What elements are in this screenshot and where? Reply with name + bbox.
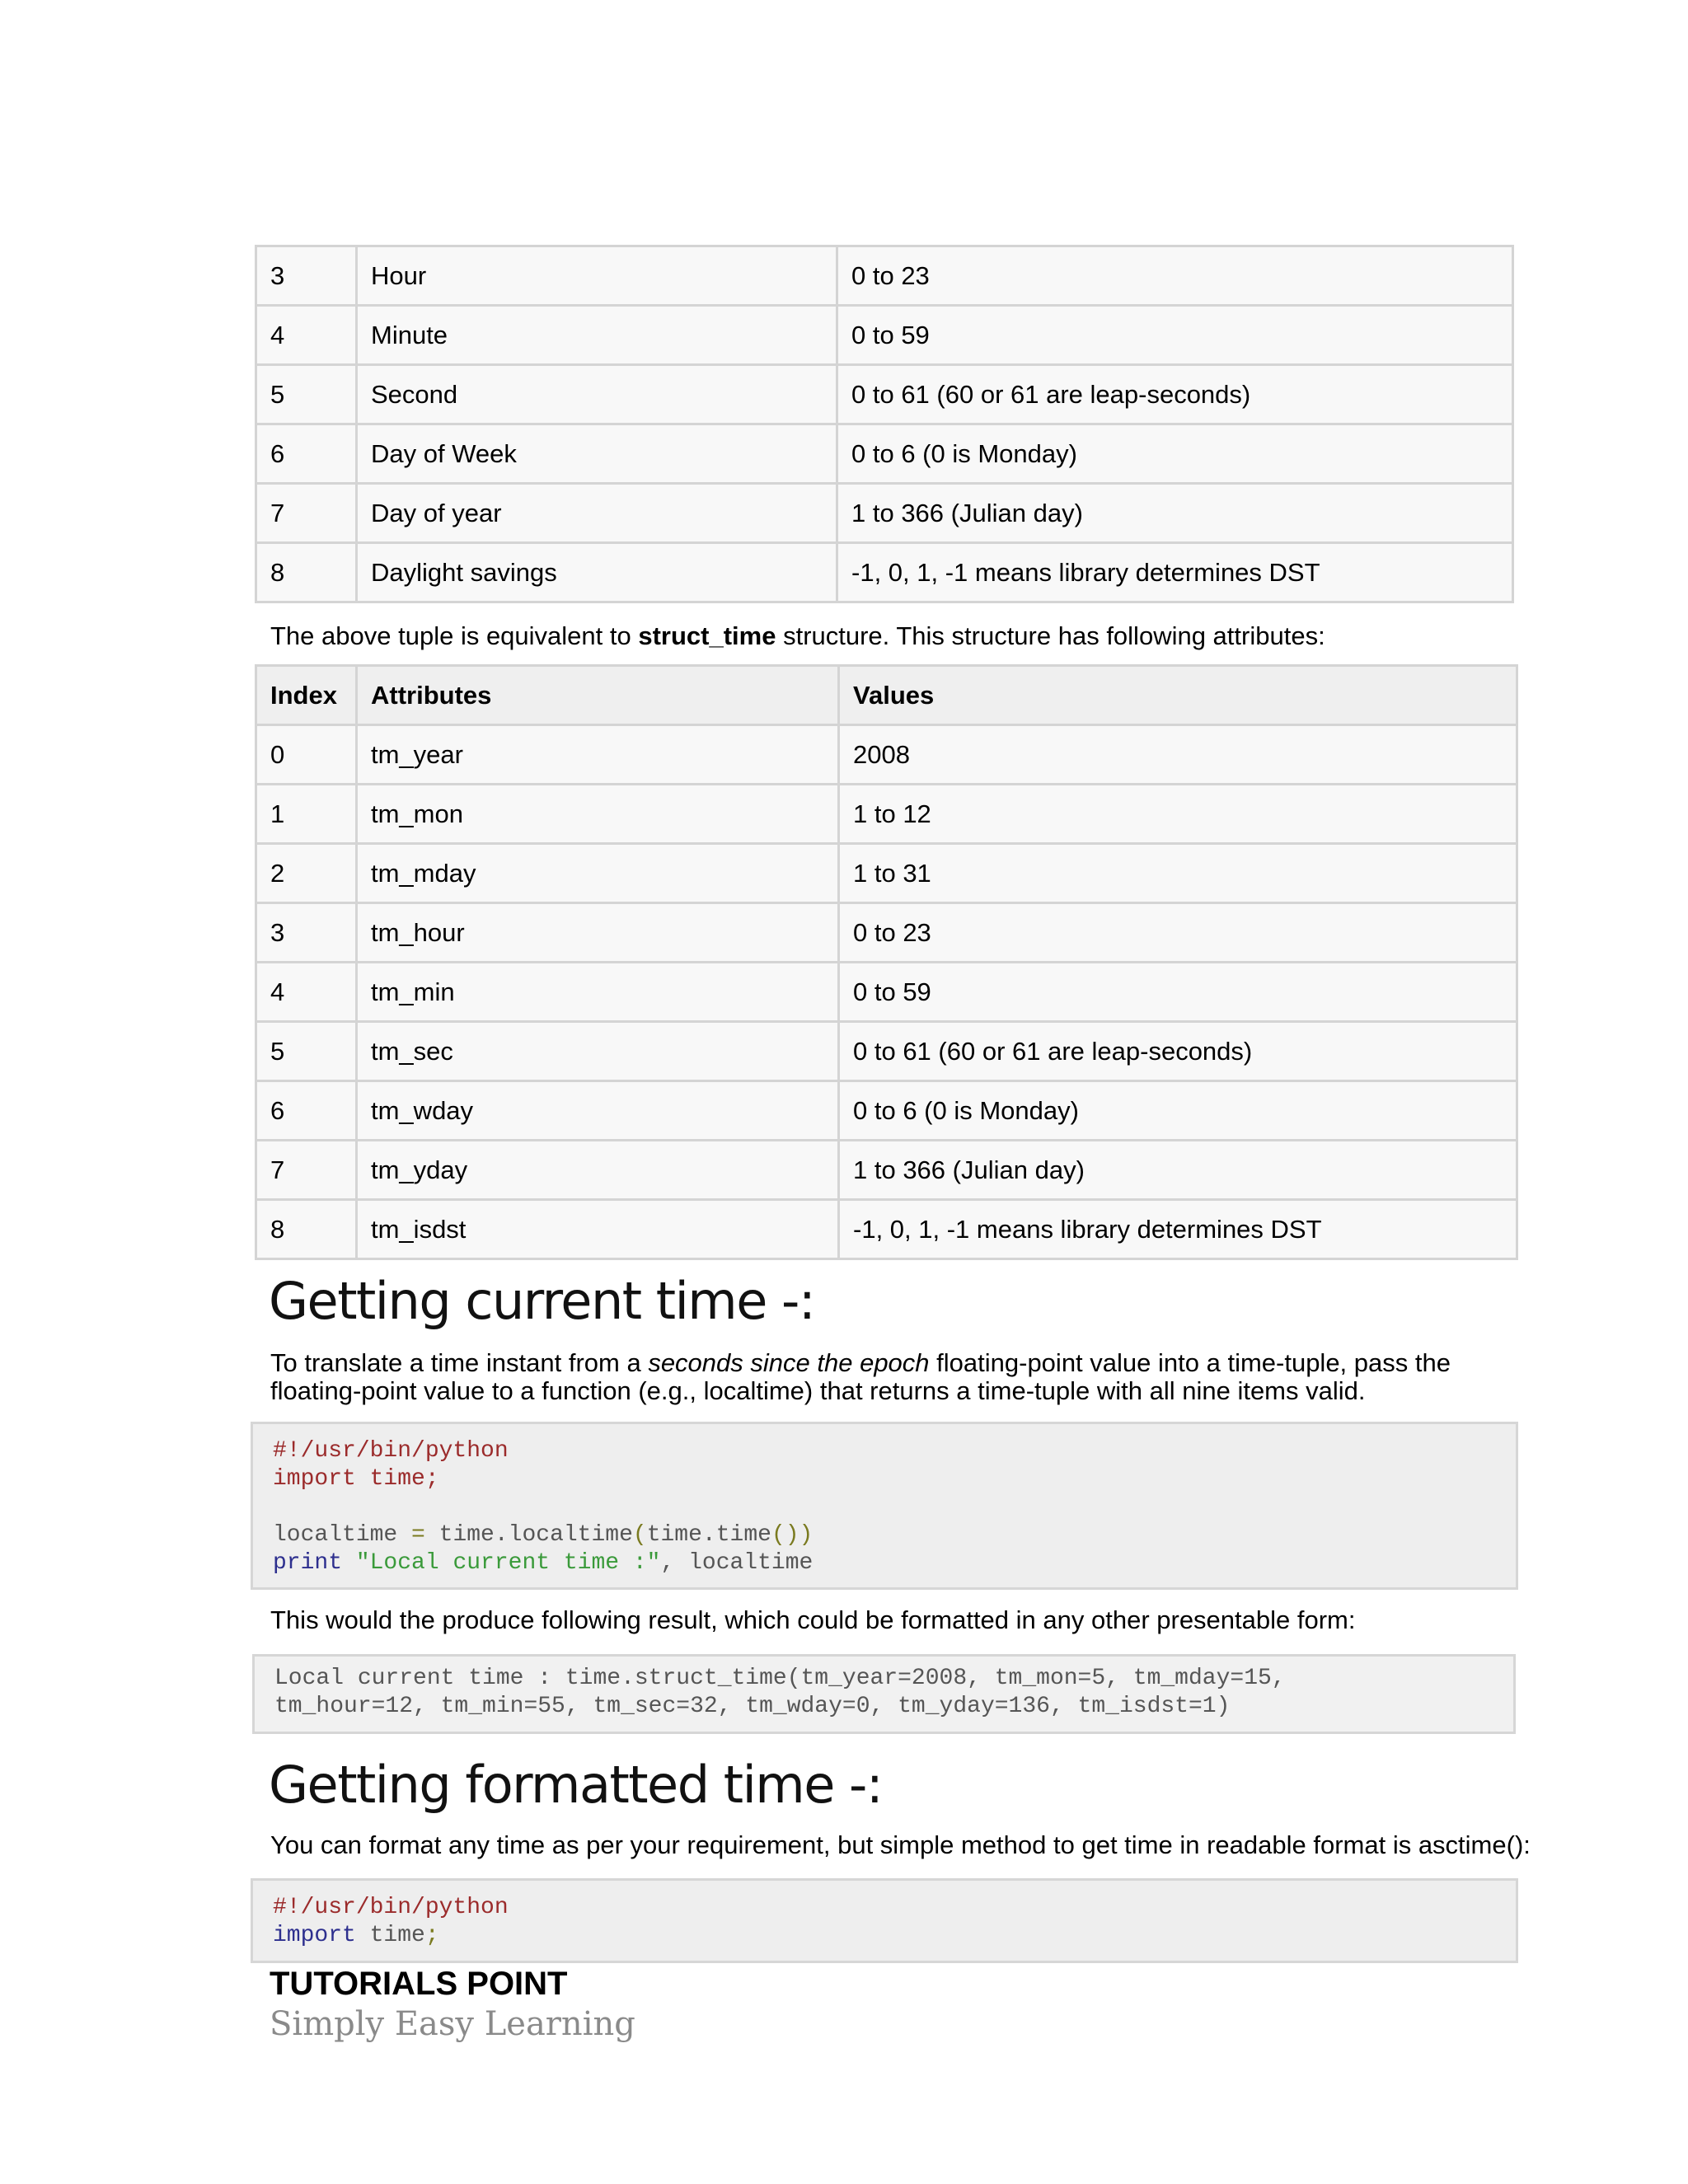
value-cell: 0 to 61 (60 or 61 are leap-seconds)	[837, 365, 1513, 424]
value-cell: 1 to 366 (Julian day)	[837, 484, 1513, 543]
index-cell: 6	[256, 1081, 357, 1141]
code-line-print	[273, 1549, 1516, 1577]
name-cell: tm_mon	[357, 785, 839, 844]
time-tuple-table	[255, 245, 1514, 603]
value-cell: 0 to 6 (0 is Monday)	[837, 424, 1513, 484]
struct-time-table	[255, 664, 1518, 1260]
current-time-paragraph	[270, 1349, 1523, 1405]
code-token-paren-close: ())	[771, 1522, 814, 1548]
output-block	[252, 1654, 1516, 1734]
value-cell: 2008	[839, 725, 1517, 785]
value-cell: 1 to 31	[839, 844, 1517, 903]
value-cell: 0 to 23	[837, 246, 1513, 306]
table-row	[256, 1022, 1517, 1081]
para-text-before: To translate a time instant from a	[270, 1348, 649, 1377]
index-cell: 4	[256, 963, 357, 1022]
value-cell: 0 to 59	[839, 963, 1517, 1022]
table-row	[256, 424, 1513, 484]
table-row	[256, 365, 1513, 424]
index-cell: 8	[256, 1200, 357, 1259]
code-token-localtime-call: time.localtime	[424, 1522, 633, 1548]
index-cell: 0	[256, 725, 357, 785]
table-header-row	[256, 666, 1517, 725]
code-token-assign-lhs: localtime	[273, 1522, 412, 1548]
code-block-localtime	[251, 1422, 1518, 1590]
intro-text-before: The above tuple is equivalent to	[270, 621, 639, 650]
code-line-import	[273, 1465, 1516, 1493]
code-block-asctime	[251, 1878, 1518, 1963]
heading-getting-current-time: Getting current time -:	[269, 1271, 815, 1331]
index-cell: 8	[256, 543, 357, 602]
name-cell: Day of year	[357, 484, 837, 543]
code-token-print-rest: , localtime	[660, 1550, 814, 1576]
name-cell: Hour	[357, 246, 837, 306]
code-line-shebang	[273, 1894, 1516, 1922]
code-token-time-call: time.time	[646, 1522, 771, 1548]
table-row	[256, 785, 1517, 844]
index-cell: 1	[256, 785, 357, 844]
struct-time-intro	[270, 622, 1325, 650]
code-token-import-kw: import	[273, 1923, 356, 1948]
name-cell: tm_isdst	[357, 1200, 839, 1259]
heading-getting-formatted-time: Getting formatted time -:	[269, 1755, 883, 1815]
value-cell: 1 to 12	[839, 785, 1517, 844]
struct-time-table-head	[256, 666, 1517, 725]
code-token-assign-eq: =	[411, 1522, 425, 1548]
value-cell: 0 to 23	[839, 903, 1517, 963]
value-cell: 0 to 6 (0 is Monday)	[839, 1081, 1517, 1141]
time-tuple-table-body	[256, 246, 1513, 602]
code-line-blank	[273, 1493, 1516, 1521]
name-cell: Daylight savings	[357, 543, 837, 602]
table-row	[256, 963, 1517, 1022]
index-cell: 5	[256, 365, 357, 424]
code-token-import-mod: time	[355, 1923, 425, 1948]
code-token-semicolon: ;	[424, 1923, 439, 1948]
code-token-import-mod: time;	[355, 1466, 439, 1492]
index-cell: 3	[256, 903, 357, 963]
index-cell: 2	[256, 844, 357, 903]
code-token-shebang: #!/usr/bin/python	[273, 1895, 509, 1920]
struct-time-table-body	[256, 725, 1517, 1259]
table-row	[256, 484, 1513, 543]
name-cell: tm_min	[357, 963, 839, 1022]
code-token-shebang: #!/usr/bin/python	[273, 1438, 509, 1464]
header-values: Values	[839, 666, 1517, 725]
index-cell: 4	[256, 306, 357, 365]
value-cell: -1, 0, 1, -1 means library determines DST	[839, 1200, 1517, 1259]
name-cell: tm_year	[357, 725, 839, 785]
table-row	[256, 306, 1513, 365]
name-cell: tm_sec	[357, 1022, 839, 1081]
table-row	[256, 1081, 1517, 1141]
name-cell: tm_mday	[357, 844, 839, 903]
output-line-1: Local current time : time.struct_time(tm_year=2008, tm_mon=5, tm_mday=15,	[274, 1666, 1286, 1691]
table-row	[256, 1141, 1517, 1200]
result-intro-text: This would the produce following result, which could be formatted in any other presentable form:	[270, 1605, 1356, 1634]
intro-text-bold: struct_time	[638, 621, 776, 650]
index-cell: 7	[256, 1141, 357, 1200]
name-cell: Day of Week	[357, 424, 837, 484]
name-cell: Minute	[357, 306, 837, 365]
name-cell: tm_hour	[357, 903, 839, 963]
code-token-print-kw: print	[273, 1550, 343, 1576]
para-text-italic: seconds since the epoch	[648, 1348, 930, 1377]
table-row	[256, 246, 1513, 306]
index-cell: 3	[256, 246, 357, 306]
index-cell: 5	[256, 1022, 357, 1081]
value-cell: 1 to 366 (Julian day)	[839, 1141, 1517, 1200]
index-cell: 6	[256, 424, 357, 484]
table-row	[256, 1200, 1517, 1259]
code-line-assign	[273, 1521, 1516, 1549]
table-row	[256, 844, 1517, 903]
header-index: Index	[256, 666, 357, 725]
code-token-paren-open: (	[632, 1522, 647, 1548]
code-line-shebang	[273, 1437, 1516, 1465]
value-cell: 0 to 59	[837, 306, 1513, 365]
name-cell: Second	[357, 365, 837, 424]
code-token-print-string: "Local current time :"	[342, 1550, 661, 1576]
output-line-2: tm_hour=12, tm_min=55, tm_sec=32, tm_wday=0, tm_yday=136, tm_isdst=1)	[274, 1694, 1231, 1719]
footer-tagline: Simply Easy Learning	[270, 2005, 635, 2043]
table-row	[256, 725, 1517, 785]
code-line-import	[273, 1922, 1516, 1950]
value-cell: -1, 0, 1, -1 means library determines DST	[837, 543, 1513, 602]
table-row	[256, 903, 1517, 963]
intro-text-after: structure. This structure has following attributes:	[776, 621, 1325, 650]
value-cell: 0 to 61 (60 or 61 are leap-seconds)	[839, 1022, 1517, 1081]
footer-brand: TUTORIALS POINT	[270, 1966, 568, 2002]
name-cell: tm_wday	[357, 1081, 839, 1141]
code-token-import-kw: import	[273, 1466, 356, 1492]
header-attributes: Attributes	[357, 666, 839, 725]
table-row	[256, 543, 1513, 602]
formatted-time-paragraph: You can format any time as per your requirement, but simple method to get time in readable format is asctime():	[270, 1830, 1531, 1859]
para-text-after: floating-point value into a time-tuple, pass the floating-point value to a function (e.g., localtime) that returns a time-tuple with all nine items valid.	[270, 1348, 1451, 1405]
index-cell: 7	[256, 484, 357, 543]
name-cell: tm_yday	[357, 1141, 839, 1200]
